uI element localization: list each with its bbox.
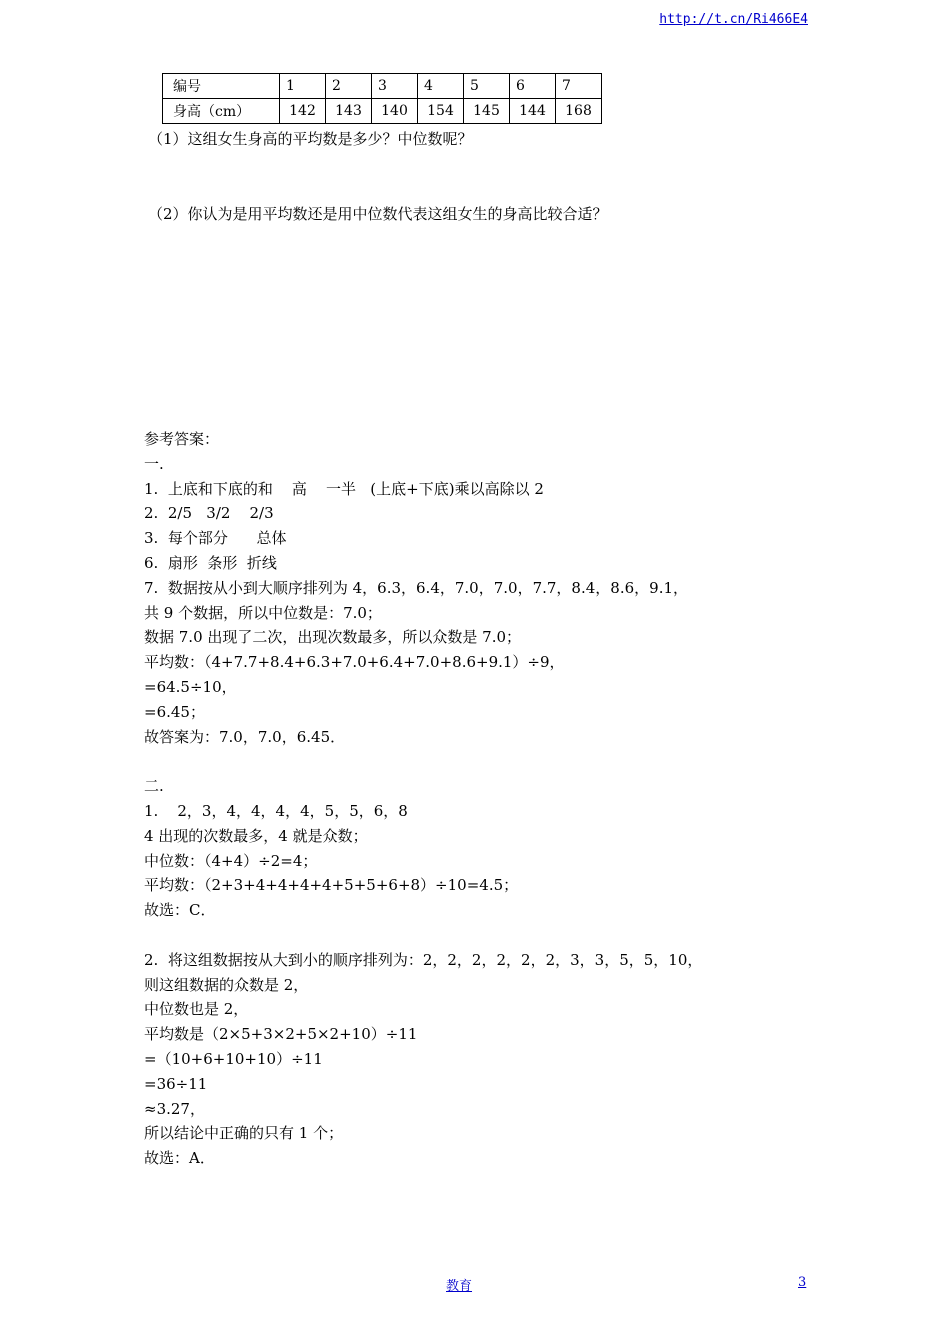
blank-line [144,749,784,774]
table-row-label: 身高（cm） [163,99,280,124]
answer-line: 中位数：（4+4）÷2=4； [144,851,318,870]
table-cell: 145 [464,99,510,124]
table-row [163,74,602,99]
answer-line: =（10+6+10+10）÷11 [144,1049,323,1068]
answer-line: 一. [144,454,164,473]
table-cell: 5 [464,74,510,99]
answer-line: 1. 上底和下底的和 高 一半 (上底+下底)乘以高除以 2 [144,479,544,498]
table-cell: 142 [280,99,326,124]
answer-line: 所以结论中正确的只有 1 个； [144,1124,344,1143]
answer-line: 中位数也是 2， [144,1000,249,1019]
table-cell: 6 [510,74,556,99]
answer-heading: 参考答案： [144,430,220,448]
height-data-table [162,73,602,124]
question-2: （2）你认为是用平均数还是用中位数代表这组女生的身高比较合适？ [148,205,608,223]
answer-section [144,427,784,1171]
blank-line [144,923,784,948]
table-cell: 144 [510,99,556,124]
answer-line: 4 出现的次数最多，4 就是众数； [144,826,368,845]
table-cell: 154 [418,99,464,124]
answer-line: 7. 数据按从小到大顺序排列为 4，6.3，6.4，7.0，7.0，7.7，8.4，8.6，9.1， [144,578,689,597]
footer-link[interactable]: 教育 [446,1279,473,1294]
page-number: 3 [798,1275,807,1290]
answer-line: 2. 2/5 3/2 2/3 [144,504,274,523]
answer-line: 2. 将这组数据按从大到小的顺序排列为：2，2，2，2，2，2，3，3，5，5，10， [144,950,703,969]
answer-line: 故答案为：7.0，7.0，6.45． [144,727,346,746]
header-url-link[interactable]: http://t.cn/Ri466E4 [659,12,808,27]
answer-line: 平均数是（2×5+3×2+5×2+10）÷11 [144,1025,418,1044]
answer-line: 故选：C． [144,901,216,920]
answer-line: 共 9 个数据，所以中位数是：7.0； [144,603,382,622]
answer-line: 1. 2，3，4，4，4，4，5，5，6，8 [144,801,408,820]
table-cell: 168 [556,99,602,124]
table-cell: 140 [372,99,418,124]
answer-line: 故选：A． [144,1149,215,1168]
table-cell: 1 [280,74,326,99]
table-cell: 2 [326,74,372,99]
answer-line: =36÷11 [144,1074,208,1093]
answer-line: 平均数：（4+7.7+8.4+6.3+7.0+6.4+7.0+8.6+9.1）÷9， [144,653,565,672]
answer-line: =64.5÷10， [144,677,237,696]
table-cell: 7 [556,74,602,99]
table-row [163,99,602,124]
table-row-label: 编号 [163,74,280,99]
table-cell: 143 [326,99,372,124]
table-cell: 3 [372,74,418,99]
answer-line: 二. [144,777,164,796]
answer-line: 平均数：（2+3+4+4+4+4+5+5+6+8）÷10=4.5； [144,876,519,895]
answer-line: =6.45； [144,702,205,721]
answer-line: 3. 每个部分 总体 [144,529,287,548]
answer-line: 6. 扇形 条形 折线 [144,553,277,572]
answer-line: 数据 7.0 出现了二次，出现次数最多，所以众数是 7.0； [144,628,522,647]
answer-line: ≈3.27， [144,1099,205,1118]
question-1: （1）这组女生身高的平均数是多少？中位数呢？ [148,130,473,148]
table-cell: 4 [418,74,464,99]
answer-line: 则这组数据的众数是 2， [144,975,309,994]
